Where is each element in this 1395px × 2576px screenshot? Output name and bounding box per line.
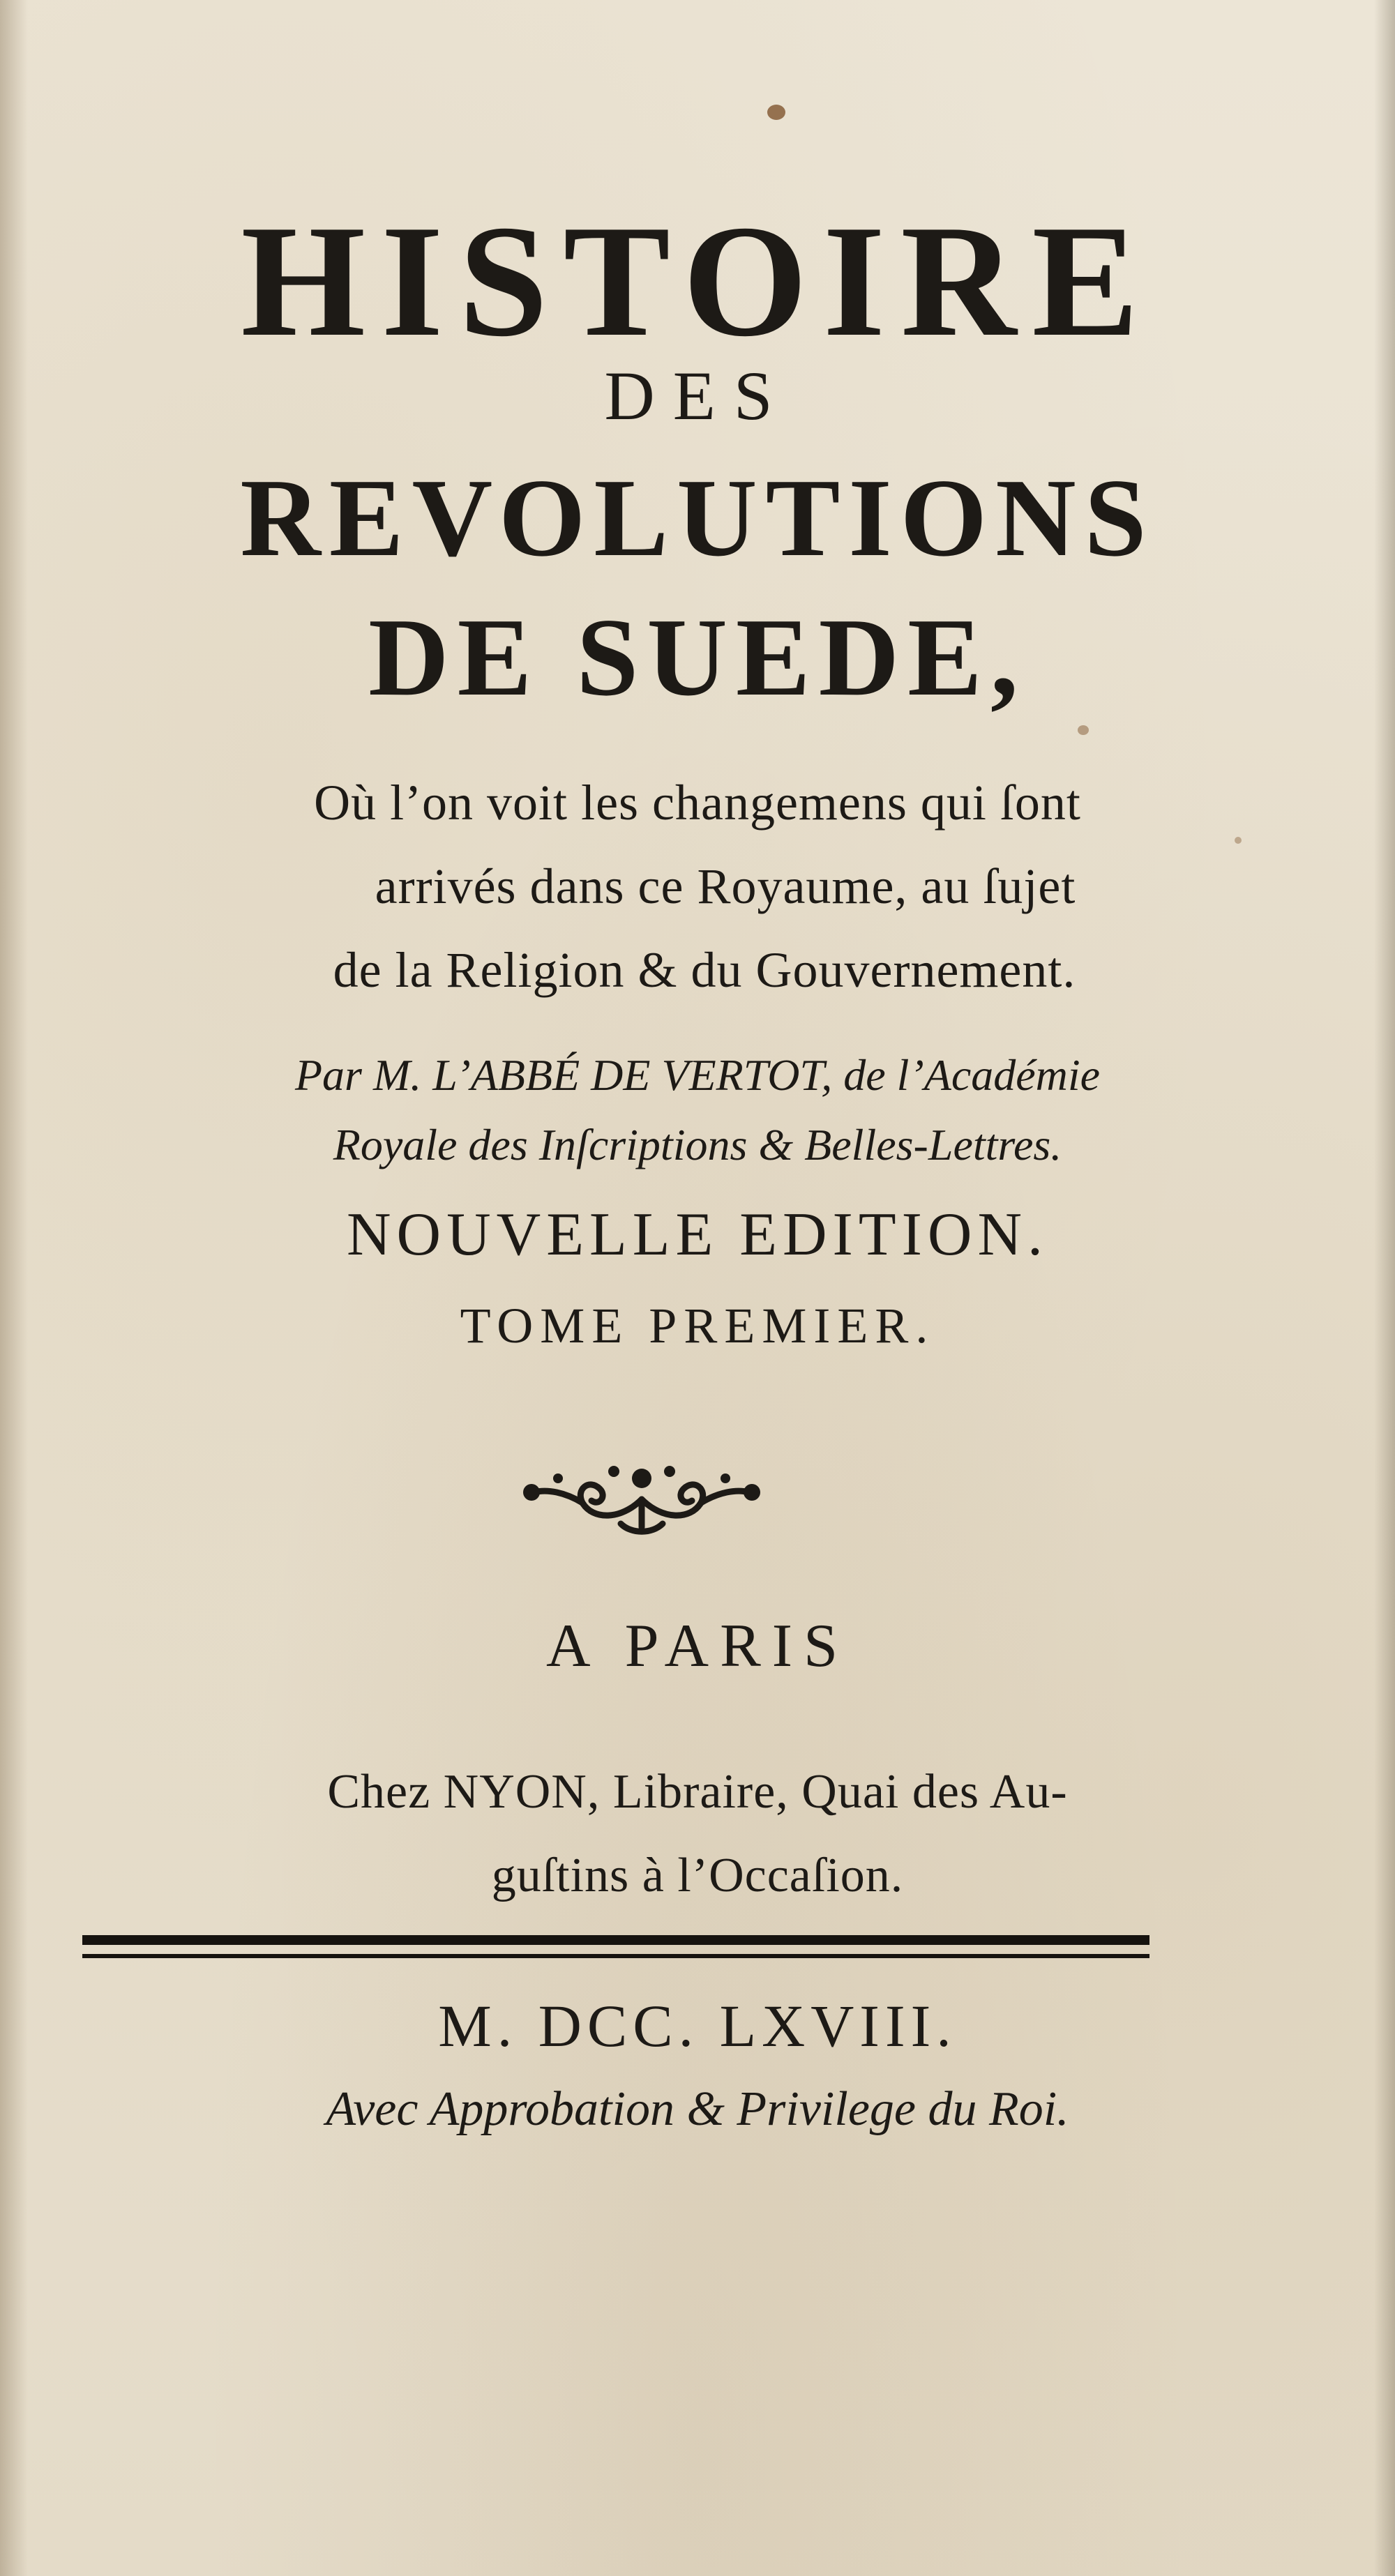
foxing-spot xyxy=(767,105,785,120)
edition-statement: NOUVELLE EDITION. xyxy=(347,1201,1048,1268)
author-line-2: Royale des Inſcriptions & Belles-Lettres. xyxy=(333,1120,1062,1169)
foxing-spot xyxy=(1078,725,1089,735)
volume-statement: TOME PREMIER. xyxy=(460,1298,935,1354)
title-line-3: REVOLUTIONS xyxy=(240,455,1155,579)
double-rule-thick xyxy=(82,1935,1149,1945)
publisher-line-1: Chez NYON, Libraire, Quai des Au- xyxy=(327,1765,1068,1819)
publisher-line-2: guſtins à l’Occaſion. xyxy=(491,1849,904,1902)
title-line-1: HISTOIRE xyxy=(241,192,1154,370)
author-line-1: Par M. L’ABBÉ DE VERTOT, de l’Académie xyxy=(294,1050,1101,1100)
subtitle-line-3: de la Religion & du Gouvernement. xyxy=(333,942,1076,998)
title-line-2: DES xyxy=(604,357,791,434)
imprint-city: A PARIS xyxy=(545,1612,850,1680)
double-rule-thin xyxy=(82,1954,1149,1958)
approbation-line: Avec Approbation & Privilege du Roi. xyxy=(326,2082,1069,2136)
floral-ornament-icon xyxy=(516,1450,767,1541)
subtitle-line-2: arrivés dans ce Royaume, au ſujet xyxy=(375,858,1076,914)
title-line-4: DE SUEDE, xyxy=(368,595,1027,719)
publication-date: M. DCC. LXVIII. xyxy=(438,1992,957,2059)
foxing-spot xyxy=(1235,837,1242,844)
subtitle-line-1: Où l’on voit les changemens qui ſont xyxy=(314,775,1081,831)
